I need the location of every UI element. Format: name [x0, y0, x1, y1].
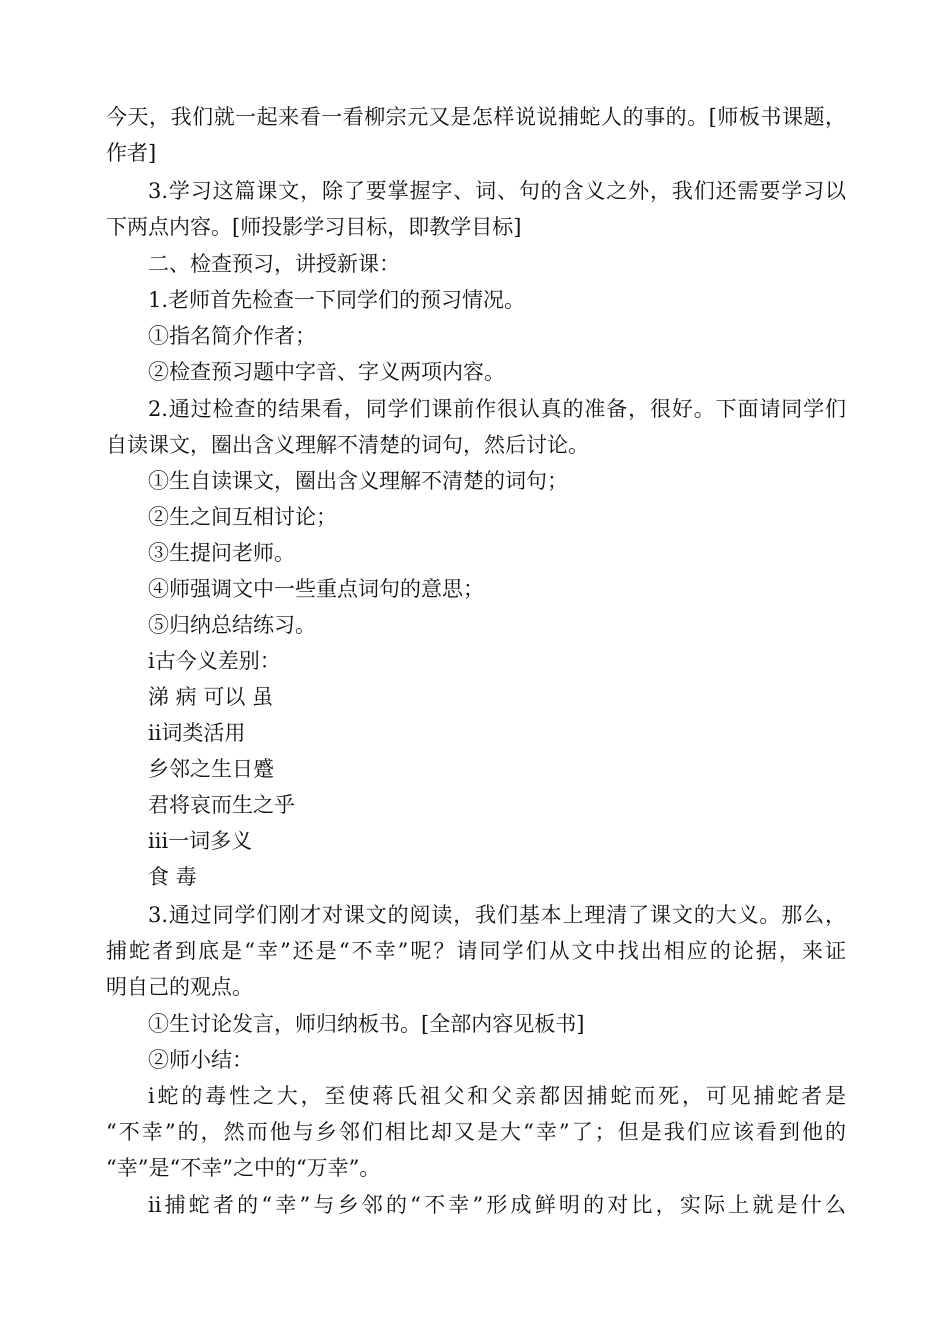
text-line: 乡邻之生日蹙 [148, 757, 274, 781]
text-line: 君将哀而生之乎 [148, 793, 295, 817]
paragraph-summary-i [106, 1078, 846, 1186]
sub-heading: ⅰ古今义差别： [148, 649, 281, 673]
text-line: 捕蛇者到底是“幸”还是“不幸”呢？请同学们从文中找出相应的论据，来证 [106, 939, 846, 963]
text-line: 2.通过检查的结果看，同学们课前作很认真的准备，很好。下面请同学们 [148, 397, 846, 421]
text-line: 自读课文，圈出含义理解不清楚的词句，然后讨论。 [106, 433, 589, 457]
list-item: ⑤归纳总结练习。 [148, 613, 316, 637]
text-line: “不幸”的，然而他与乡邻们相比却又是大“幸”了；但是我们应该看到他的 [106, 1120, 846, 1144]
text-line: 今天，我们就一起来看一看柳宗元又是怎样说说捕蛇人的事的。[师板书课题， [106, 105, 846, 129]
text-line: 食 毒 [148, 865, 197, 889]
list-item: ①指名简介作者； [148, 324, 316, 348]
paragraph-self-reading [106, 391, 846, 463]
list-item: ②师小结： [148, 1048, 253, 1072]
list-item: ④师强调文中一些重点词句的意思； [148, 577, 484, 601]
text-line: 下两点内容。[师投影学习目标，即教学目标] [106, 215, 522, 239]
text-line: 3.通过同学们刚才对课文的阅读，我们基本上理清了课文的大义。那么， [148, 903, 846, 927]
list-item: ①生讨论发言，师归纳板书。[全部内容见板书] [148, 1012, 585, 1036]
sub-heading: ⅱ词类活用 [148, 721, 246, 745]
text-line: ⅰ蛇的毒性之大，至使蒋氏祖父和父亲都因捕蛇而死，可见捕蛇者是 [148, 1084, 846, 1108]
list-item: ③生提问老师。 [148, 541, 295, 565]
text-line: 作者] [106, 141, 157, 165]
sub-heading: ⅲ一词多义 [148, 829, 253, 853]
paragraph-learning-goals [106, 173, 846, 245]
text-line: 明自己的观点。 [106, 975, 253, 999]
list-item: ②检查预习题中字音、字义两项内容。 [148, 360, 505, 384]
text-line: 3.学习这篇课文，除了要掌握字、词、句的含义之外，我们还需要学习以 [148, 179, 846, 203]
list-item: ②生之间互相讨论； [148, 505, 337, 529]
text-line: 涕 病 可以 虽 [148, 685, 274, 709]
paragraph-summary-ii [106, 1187, 846, 1223]
text-line: “幸”是“不幸”之中的“万幸”。 [106, 1156, 381, 1180]
section-heading: 二、检查预习，讲授新课： [148, 252, 400, 276]
paragraph-fortune-question [106, 897, 846, 1005]
text-line: ⅱ捕蛇者的“幸”与乡邻的“不幸”形成鲜明的对比，实际上就是什么 [148, 1193, 846, 1217]
list-item: ①生自读课文，圈出含义理解不清楚的词句； [148, 469, 568, 493]
text-line: 1.老师首先检查一下同学们的预习情况。 [148, 288, 526, 312]
paragraph-intro [106, 99, 846, 171]
